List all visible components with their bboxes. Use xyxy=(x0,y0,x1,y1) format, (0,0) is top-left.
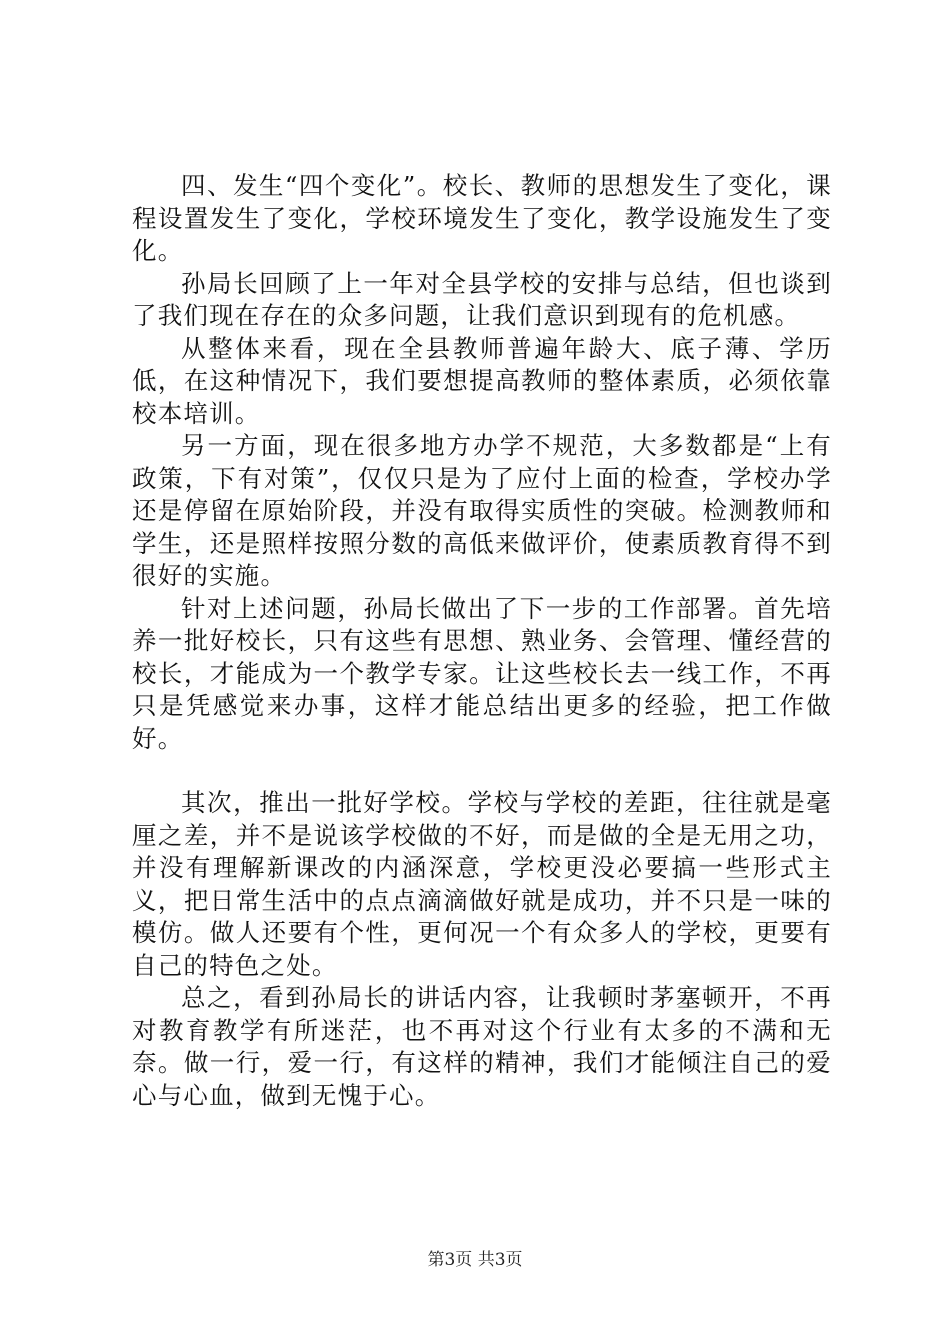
paragraph-overall: 从整体来看，现在全县教师普遍年龄大、底子薄、学历低，在这种情况下，我们要想提高教师的整体素质，必须依靠校本培训。 xyxy=(132,333,832,428)
paragraph-work-plan: 针对上述问题，孙局长做出了下一步的工作部署。首先培养一批好校长，只有这些有思想、熟业务、会管理、懂经营的校长，才能成为一个教学专家。让这些校长去一线工作，不再只是凭感觉来办事，这样才能总结出更多的经验，把工作做好。 xyxy=(132,593,832,753)
paragraph-other-side: 另一方面，现在很多地方办学不规范，大多数都是“上有政策，下有对策”，仅仅只是为了应付上面的检查，学校办学还是停留在原始阶段，并没有取得实质性的突破。检测教师和学生，还是照样按照分数的高低来做评价，使素质教育得不到很好的实施。 xyxy=(132,431,832,590)
paragraph-good-schools: 其次，推出一批好学校。学校与学校的差距，往往就是毫厘之差，并不是说该学校做的不好，而是做的全是无用之功，并没有理解新课改的内涵深意，学校更没必要搞一些形式主义，把日常生活中的点点滴滴做好就是成功，并不只是一味的模仿。做人还要有个性，更何况一个有众多人的学校，更要有自己的特色之处。 xyxy=(132,788,832,980)
paragraph-conclusion: 总之，看到孙局长的讲话内容，让我顿时茅塞顿开，不再对教育教学有所迷茫，也不再对这个行业有太多的不满和无奈。做一行，爱一行，有这样的精神，我们才能倾注自己的爱心与心血，做到无愧于心。 xyxy=(132,983,832,1110)
page-number-footer: 第3页 共3页 xyxy=(427,1250,523,1270)
paragraph-spacer xyxy=(132,755,832,787)
paragraph-four-changes: 四、发生“四个变化”。校长、教师的思想发生了变化，课程设置发生了变化，学校环境发生了变化，教学设施发生了变化。 xyxy=(132,171,832,265)
document-body xyxy=(132,170,832,1112)
paragraph-review: 孙局长回顾了上一年对全县学校的安排与总结，但也谈到了我们现在存在的众多问题，让我们意识到现有的危机感。 xyxy=(132,268,832,330)
